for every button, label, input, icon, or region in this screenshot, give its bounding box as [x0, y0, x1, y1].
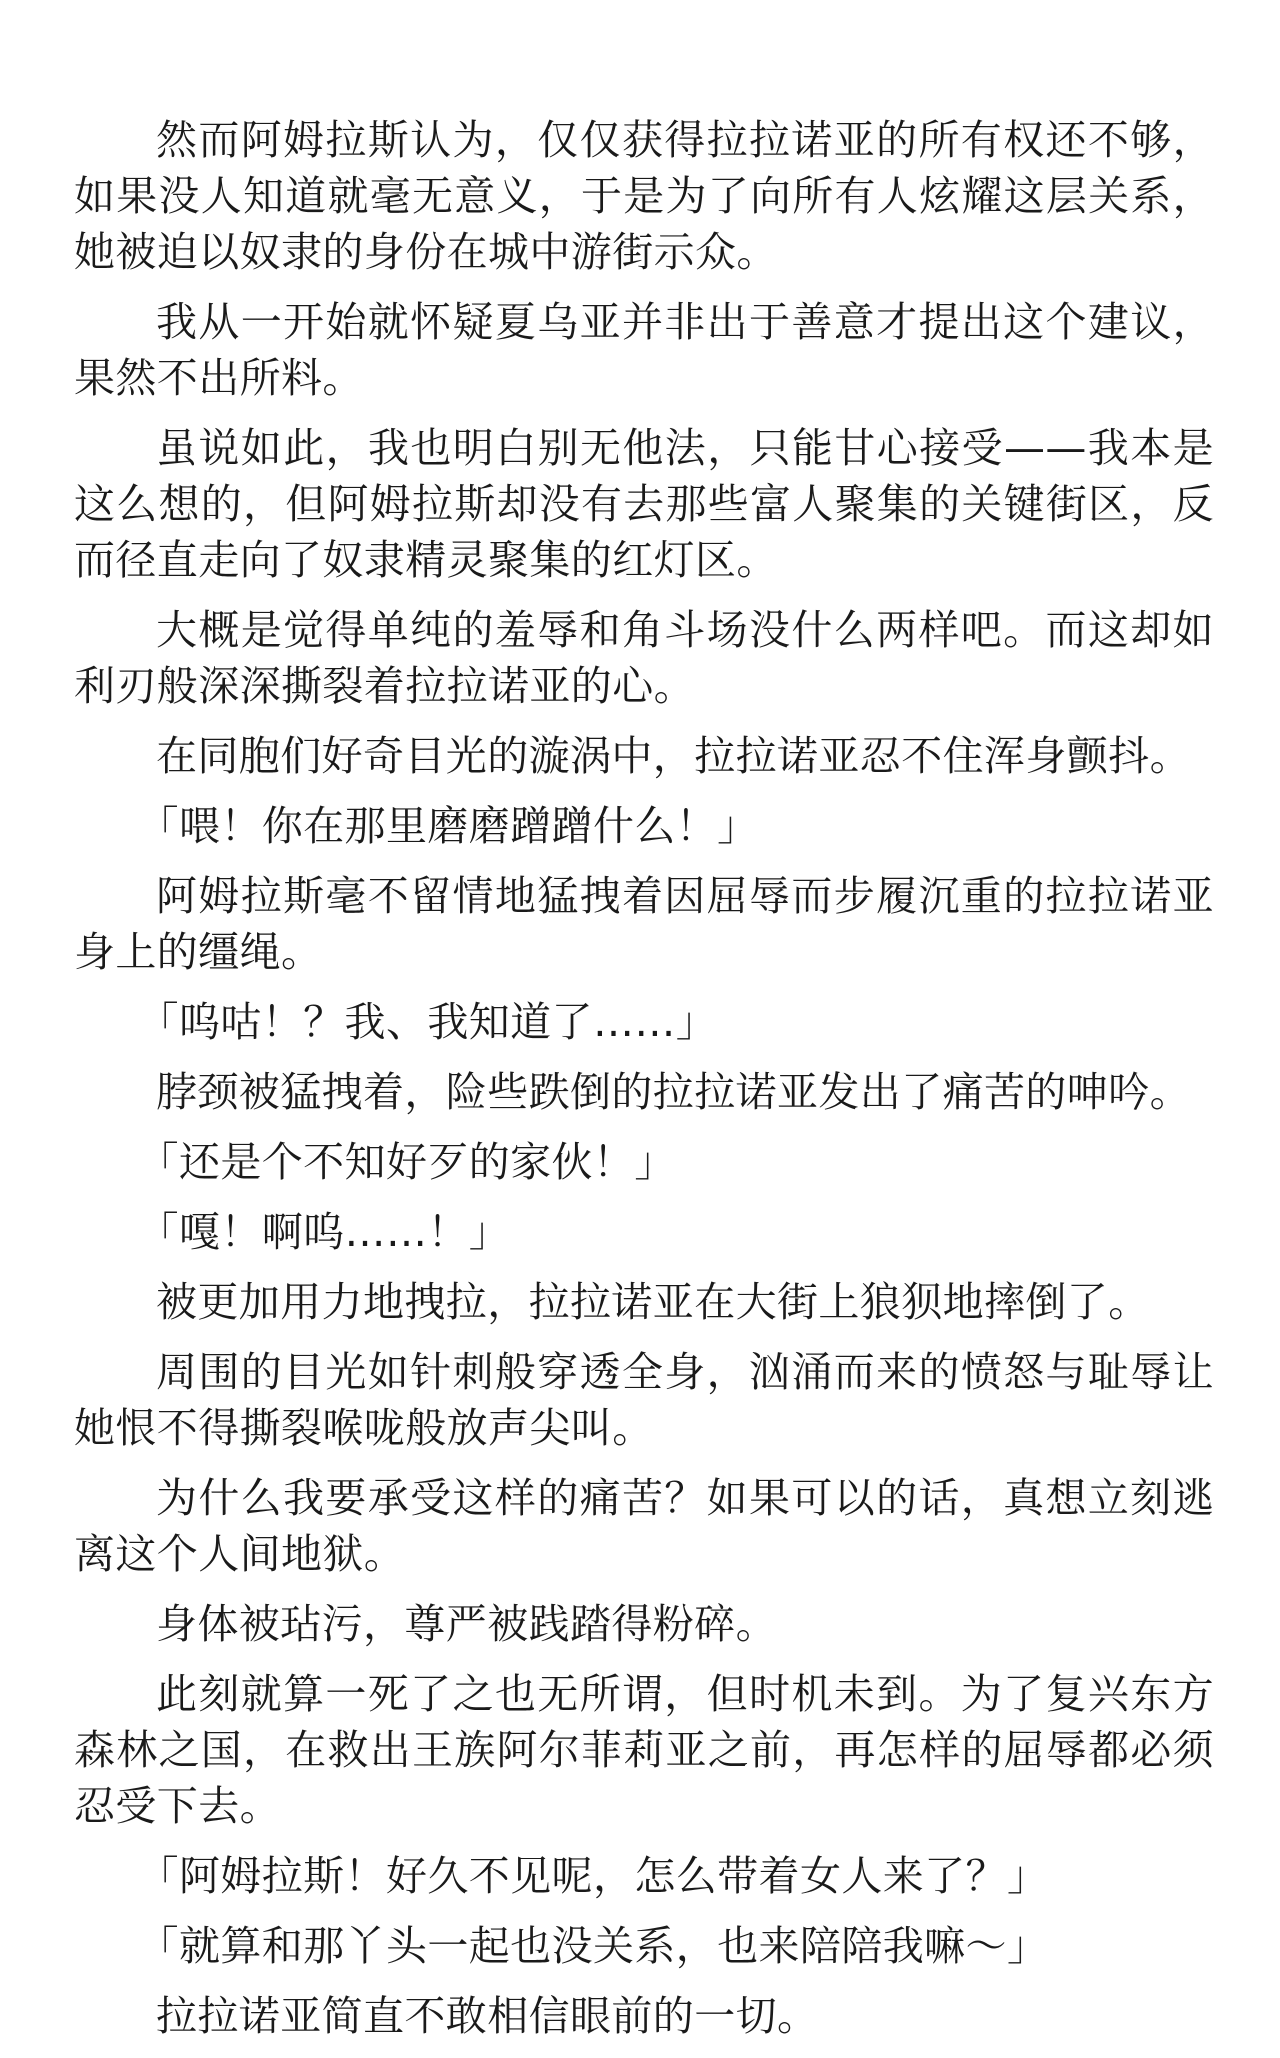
paragraph: 虽说如此，我也明白别无他法，只能甘心接受——我本是这么想的，但阿姆拉斯却没有去那些富人聚集的关键街区，反而径直走向了奴隶精灵聚集的红灯区。 [74, 424, 1214, 584]
dialogue-line: 「呜咕！？我、我知道了……」 [137, 998, 718, 1046]
paragraph: 在同胞们好奇目光的漩涡中，拉拉诺亚忍不住浑身颤抖。 [156, 732, 1191, 780]
paragraph: 然而阿姆拉斯认为，仅仅获得拉拉诺亚的所有权还不够，如果没人知道就毫无意义，于是为了向所有人炫耀这层关系，她被迫以奴隶的身份在城中游街示众。 [74, 116, 1214, 276]
body-text [74, 112, 1214, 2058]
paragraph: 脖颈被猛拽着，险些跌倒的拉拉诺亚发出了痛苦的呻吟。 [156, 1068, 1191, 1116]
paragraph: 此刻就算一死了之也无所谓，但时机未到。为了复兴东方森林之国，在救出王族阿尔菲莉亚之前，再怎样的屈辱都必须忍受下去。 [74, 1670, 1214, 1830]
dialogue-line: 「嘎！啊呜……！」 [137, 1208, 511, 1256]
paragraph: 身体被玷污，尊严被践踏得粉碎。 [156, 1600, 777, 1648]
dialogue-line: 「阿姆拉斯！好久不见呢，怎么带着女人来了？」 [137, 1852, 1049, 1900]
paragraph: 被更加用力地拽拉，拉拉诺亚在大街上狼狈地摔倒了。 [156, 1278, 1150, 1326]
dialogue-line: 「喂！你在那里磨磨蹭蹭什么！」 [137, 802, 759, 850]
paragraph: 我从一开始就怀疑夏乌亚并非出于善意才提出这个建议，果然不出所料。 [74, 298, 1214, 402]
paragraph: 为什么我要承受这样的痛苦？如果可以的话，真想立刻逃离这个人间地狱。 [74, 1474, 1214, 1578]
paragraph: 周围的目光如针刺般穿透全身，汹涌而来的愤怒与耻辱让她恨不得撕裂喉咙般放声尖叫。 [74, 1348, 1214, 1452]
dialogue-line: 「还是个不知好歹的家伙！」 [137, 1138, 676, 1186]
paragraph: 大概是觉得单纯的羞辱和角斗场没什么两样吧。而这却如利刃般深深撕裂着拉拉诺亚的心。 [74, 606, 1214, 710]
paragraph: 阿姆拉斯毫不留情地猛拽着因屈辱而步履沉重的拉拉诺亚身上的缰绳。 [74, 872, 1214, 976]
dialogue-line: 「就算和那丫头一起也没关系，也来陪陪我嘛～」 [137, 1922, 1049, 1970]
paragraph: 拉拉诺亚简直不敢相信眼前的一切。 [156, 1992, 819, 2040]
